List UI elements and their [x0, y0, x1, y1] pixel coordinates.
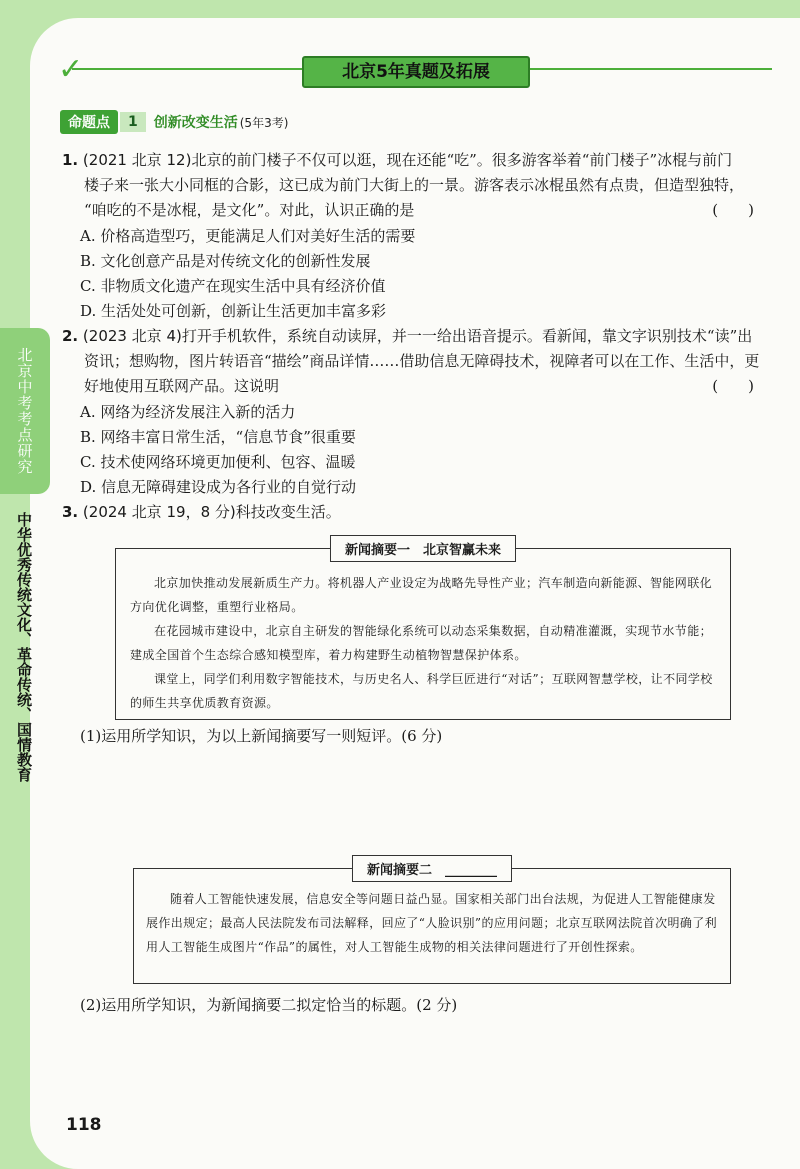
- section-title: 北京5年真题及拓展: [302, 56, 530, 88]
- q1-line-2: 楼子来一张大小同框的合影，这已成为前门大街上的一景。游客表示冰棍虽然有点贵，但造型独特，: [84, 176, 745, 194]
- topic-name: 创新改变生活: [153, 115, 238, 131]
- q2-text-1: 打开手机软件，系统自动读屏，并一一给出语音提示。看新闻，靠文字识别技术“读”出: [181, 327, 753, 345]
- q1-option-c: C. 非物质文化遗产在现实生活中具有经济价值: [80, 277, 386, 295]
- q3-number: 3.: [62, 503, 79, 521]
- question-3: [62, 500, 762, 525]
- news-1-paragraph-3: 课堂上，同学们利用数字智能技术，与历史名人、科学巨匠进行“对话”；互联网智慧学校，让不同学校的师生共享优质教育资源。: [130, 672, 713, 710]
- topic-tag: 命题点: [60, 110, 118, 134]
- q2-option-a: A. 网络为经济发展注入新的活力: [80, 403, 296, 421]
- q2-option-c: C. 技术使网络环境更加便利、包容、温暖: [80, 453, 356, 471]
- q2-line-1: [62, 324, 762, 349]
- news-box-2: [133, 863, 731, 984]
- q1-line-3: [62, 198, 762, 223]
- question-2: [62, 324, 762, 399]
- news-1-paragraph-2: 在花园城市建设中，北京自主研发的智能绿化系统可以动态采集数据，自动精准灌溉，实现节水节能；建成全国首个生态综合感知模型库，着力构建野生动植物智慧保护体系。: [130, 624, 713, 662]
- q2-number: 2.: [62, 327, 79, 345]
- q1-text-1: 北京的前门楼子不仅可以逛，现在还能“吃”。很多游客举着“前门楼子”冰棍与前门: [191, 151, 733, 169]
- news-1-paragraph-1: 北京加快推动发展新质生产力。将机器人产业设定为战略先导性产业；汽车制造向新能源、智能网联化方向优化调整，重塑行业格局。: [130, 576, 713, 614]
- topic-number: 1: [120, 112, 146, 132]
- q2-option-d: D. 信息无障碍建设成为各行业的自觉行动: [80, 478, 357, 496]
- check-icon: ✓: [58, 52, 84, 87]
- news-box-1: [115, 543, 731, 720]
- news-box-2-label: 新闻摘要二 ________: [352, 855, 512, 882]
- q3-subquestion-2: (2)运用所学知识，为新闻摘要二拟定恰当的标题。(2 分): [80, 996, 458, 1014]
- topic-heading: [60, 110, 288, 134]
- q3-subquestion-1: (1)运用所学知识，为以上新闻摘要写一则短评。(6 分): [80, 727, 443, 745]
- q1-text-3: “咱吃的不是冰棍，是文化”。对此，认识正确的是: [84, 201, 415, 219]
- q3-text: 科技改变生活。: [235, 503, 341, 521]
- q2-option-b: B. 网络丰富日常生活，“信息节食”很重要: [80, 428, 356, 446]
- q2-source: (2023 北京 4): [82, 327, 182, 345]
- topic-meta: (5年3考): [239, 115, 289, 130]
- q1-number: 1.: [62, 151, 79, 169]
- q2-line-2: 资讯；想购物，图片转语音“描绘”商品详情……借助信息无障碍技术，视障者可以在工作、生活中，更: [84, 352, 760, 370]
- news-box-1-label: 新闻摘要一 北京智赢未来: [330, 535, 516, 562]
- q1-option-a: A. 价格高造型巧，更能满足人们对美好生活的需要: [80, 227, 416, 245]
- question-1: [62, 148, 762, 223]
- news-2-paragraph-1: 随着人工智能快速发展，信息安全等问题日益凸显。国家相关部门出台法规，为促进人工智能健康发展作出规定；最高人民法院发布司法解释，回应了“人脸识别”的应用问题；北京互联网法院首次明确了利用人工智能生成图片“作品”的属性，对人工智能生成物的相关法律问题进行了开创性探索。: [146, 892, 718, 954]
- side-tab: 北京中考考点研究: [0, 328, 50, 494]
- q2-text-3: 好地使用互联网产品。这说明: [84, 377, 280, 395]
- q1-answer-paren: ( ): [712, 201, 754, 219]
- page-number: 118: [66, 1115, 102, 1135]
- q2-line-3: [62, 374, 762, 399]
- q2-answer-paren: ( ): [712, 377, 754, 395]
- q1-source: (2021 北京 12): [82, 151, 192, 169]
- q3-source: (2024 北京 19，8 分): [82, 503, 236, 521]
- q1-option-b: B. 文化创意产品是对传统文化的创新性发展: [80, 252, 371, 270]
- side-subtitle: 中华优秀传统文化、革命传统、国情教育: [15, 512, 33, 782]
- q1-option-d: D. 生活处处可创新，创新让生活更加丰富多彩: [80, 302, 387, 320]
- q1-line-1: [62, 148, 762, 173]
